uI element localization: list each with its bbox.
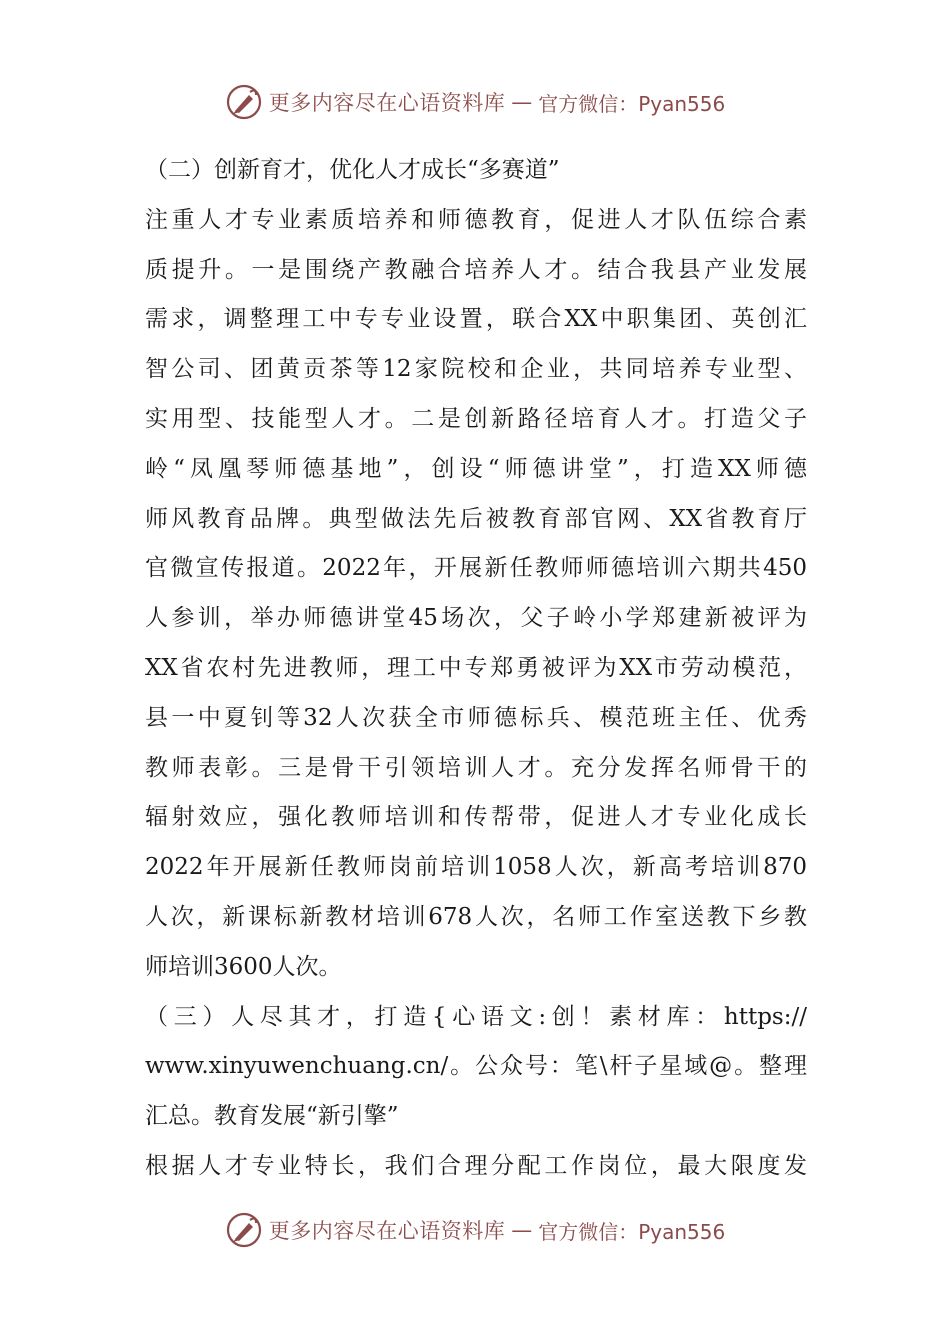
text-line: 智公司、团黄贡茶等12家院校和企业，共同培养专业型、 (145, 356, 807, 383)
section-heading: （二）创新育才，优化人才成长“多赛道” (145, 157, 560, 183)
site-name: 更多内容尽在心语资料库 (268, 91, 506, 115)
text-line: 实用型、技能型人才。二是创新路径培育人才。打造父子 (145, 405, 807, 432)
section-heading: （三）人尽其才，打造{心语文:创！素材库：https:// (145, 1003, 807, 1030)
text-line: 官微宣传报道。2022年，开展新任教师师德培训六期共450 (145, 555, 807, 582)
text-line: 注重人才专业素质培养和师德教育，促进人才队伍综合素 (145, 206, 807, 233)
text-line: 2022年开展新任教师岗前培训1058人次，新高考培训870 (145, 854, 807, 881)
text-line: 师培训3600人次。 (145, 953, 342, 980)
text-line: XX省农村先进教师，理工中专郑勇被评为XX市劳动模范， (145, 654, 807, 681)
separator: — (511, 1218, 533, 1242)
text-line: 教师表彰。三是骨干引领培训人才。充分发挥名师骨干的 (145, 754, 807, 781)
site-name: 更多内容尽在心语资料库 (268, 1219, 506, 1243)
wechat-id: 官方微信：Pyan556 (538, 1219, 726, 1244)
wechat-id: 官方微信：Pyan556 (538, 91, 726, 116)
text-line: 辐射效应，强化教师培训和传帮带，促进人才专业化成长 (145, 804, 807, 831)
text-line: 县一中夏钊等32人次获全市师德标兵、模范班主任、优秀 (145, 704, 807, 731)
pen-nib-logo-icon (225, 1211, 263, 1249)
text-line: 质提升。一是围绕产教融合培养人才。结合我县产业发展 (145, 256, 807, 283)
text-line: www.xinyuwenchuang.cn/。公众号：笔\杆子星域@。整理 (145, 1053, 807, 1080)
text-line: 汇总。教育发展“新引擎” (145, 1103, 399, 1130)
text-line: 人参训，举办师德讲堂45场次，父子岭小学郑建新被评为 (145, 605, 807, 632)
text-line: 需求，调整理工中专专业设置，联合XX中职集团、英创汇 (145, 306, 807, 333)
document-body (145, 146, 807, 1192)
text-line: 师风教育品牌。典型做法先后被教育部官网、XX省教育厅 (145, 505, 807, 532)
text-line: 根据人才专业特长，我们合理分配工作岗位，最大限度发 (145, 1152, 807, 1179)
header-banner (0, 80, 950, 124)
text-line: 人次，新课标新教材培训678人次，名师工作室送教下乡教 (145, 903, 807, 930)
pen-nib-logo-icon (225, 83, 263, 121)
footer-banner (0, 1208, 950, 1252)
text-line: 岭“凤凰琴师德基地”，创设“师德讲堂”，打造XX师德 (145, 455, 807, 482)
separator: — (511, 90, 533, 114)
